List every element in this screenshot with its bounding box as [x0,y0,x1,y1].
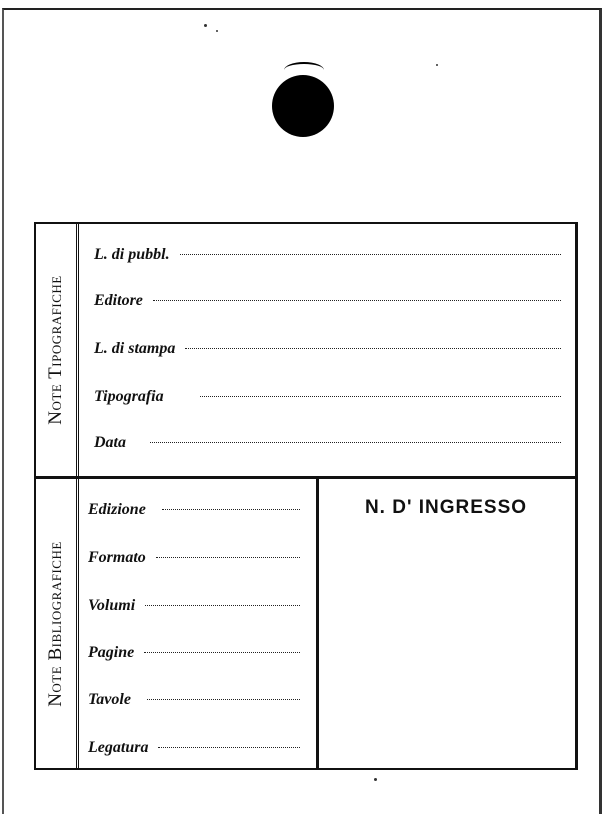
field-label: L. di stampa [94,340,176,357]
fill-line[interactable] [180,254,561,255]
field-row [88,597,300,615]
note-bibliografiche-section [36,479,575,768]
fill-line[interactable] [150,442,561,443]
field-row [88,501,300,519]
catalog-form [34,222,578,770]
fill-line[interactable] [185,348,561,349]
field-row [88,739,300,757]
field-row [88,644,300,662]
fill-line[interactable] [200,396,561,397]
fill-line[interactable] [147,699,300,700]
side-label-column [36,224,79,476]
punch-hole [272,75,334,137]
field-label: Tavole [88,691,131,708]
field-label: L. di pubbl. [94,246,170,263]
fill-line[interactable] [144,652,300,653]
field-label: Tipografia [94,388,164,405]
field-row [94,292,561,310]
speck [436,64,438,66]
field-label: Edizione [88,501,146,518]
field-label: Formato [88,549,146,566]
speck [204,24,207,27]
field-label: Data [94,434,126,451]
speck [216,30,218,32]
field-row [94,246,561,264]
field-row [88,549,300,567]
section-title: Note Tipografiche [45,275,66,425]
field-label: Volumi [88,597,136,614]
note-tipografiche-section [36,224,575,479]
field-row [94,388,561,406]
field-row [94,340,561,358]
side-label-column [36,479,79,768]
section-title: Note Bibliografiche [45,540,66,707]
fill-line[interactable] [158,747,300,748]
fill-line[interactable] [162,509,300,510]
field-label: Editore [94,292,143,309]
field-label: Pagine [88,644,135,661]
fill-line[interactable] [145,605,300,606]
ingresso-heading: N. D' INGRESSO [364,497,528,518]
speck [374,778,377,781]
field-row [94,434,561,452]
field-label: Legatura [88,739,149,756]
column-divider [316,479,319,768]
fill-line[interactable] [153,300,561,301]
fill-line[interactable] [156,557,300,558]
field-row [88,691,300,709]
